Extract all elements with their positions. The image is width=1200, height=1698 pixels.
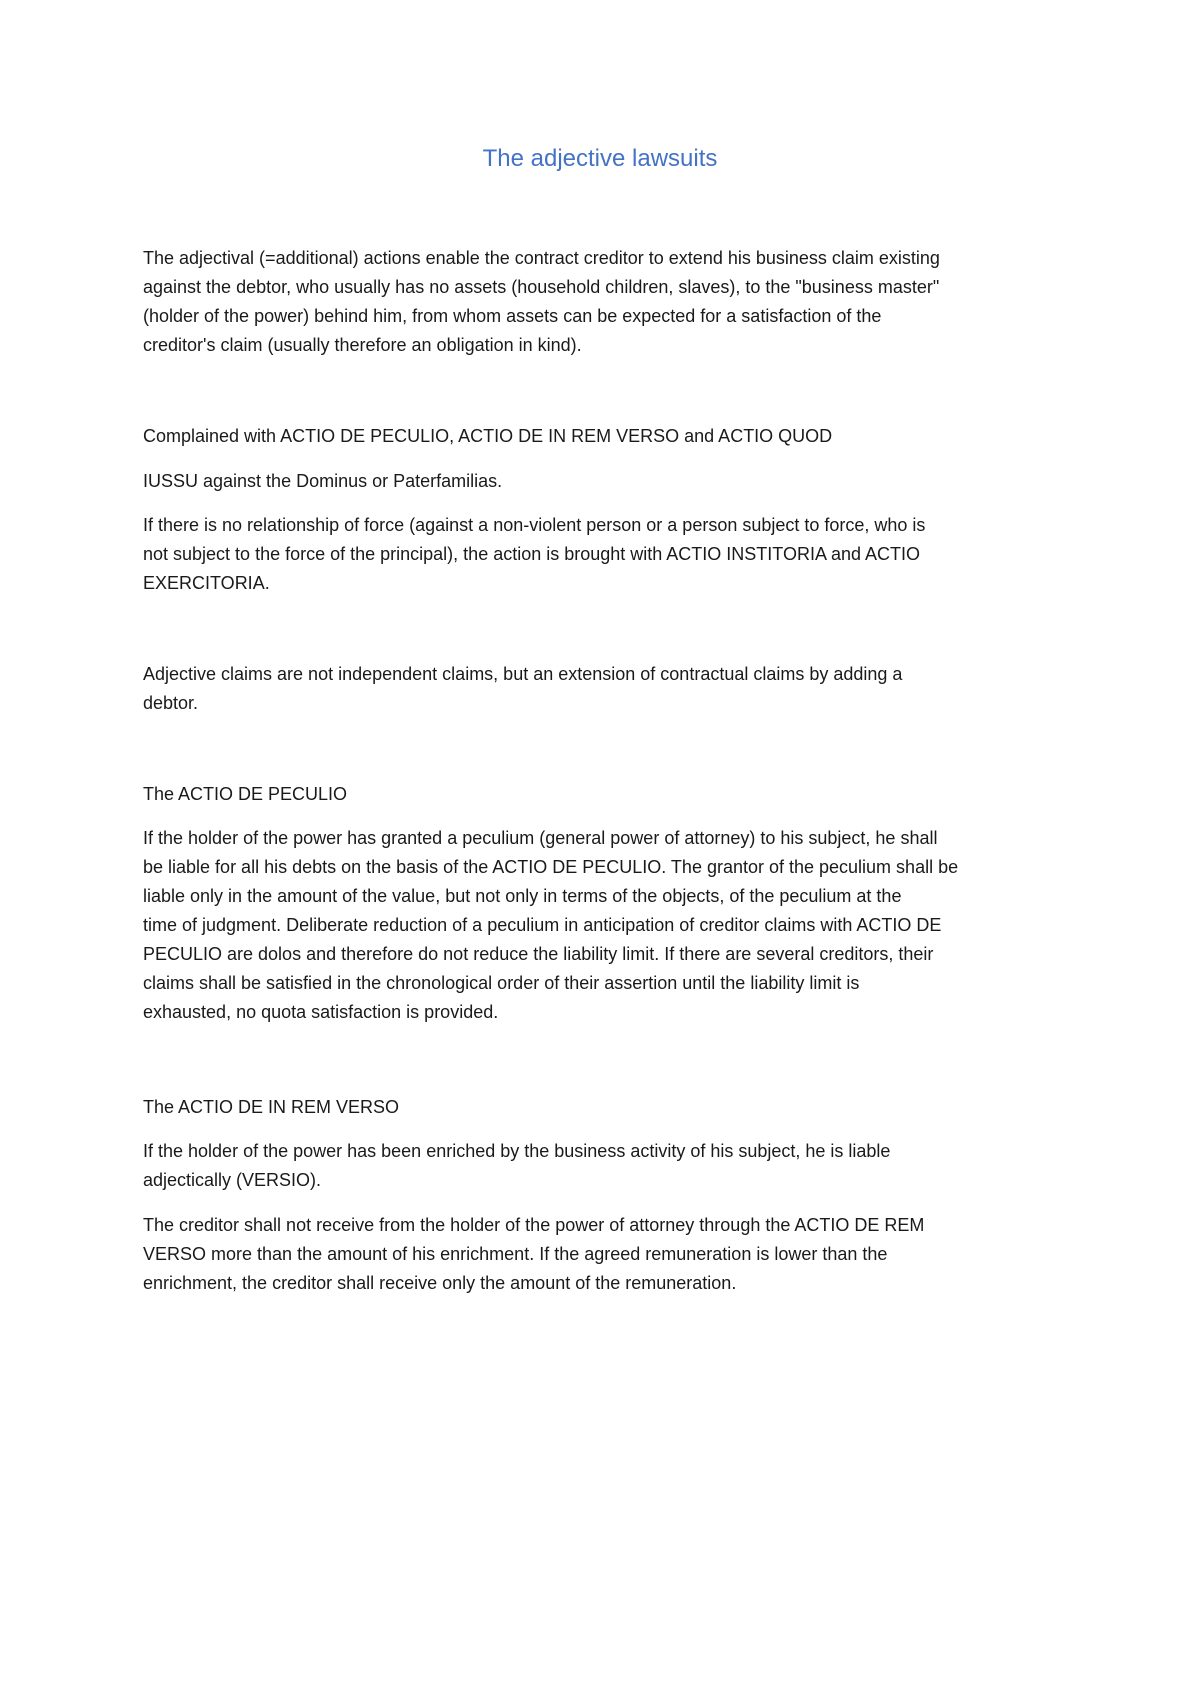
paragraph-no-relationship: If there is no relationship of force (against a non-violent person or a person subject to force, who is not subject to the force of the principal), the action is brought with ACTIO INSTITORIA and ACTIO EXERCITORIA. <box>143 515 926 593</box>
paragraph-complained-with: Complained with ACTIO DE PECULIO, ACTIO DE IN REM VERSO and ACTIO QUOD <box>143 426 833 446</box>
document-title: The adjective lawsuits <box>482 145 718 172</box>
heading-actio-de-in-rem-verso: The ACTIO DE IN REM VERSO <box>143 1097 400 1117</box>
paragraph-intro: The adjectival (=additional) actions enable the contract creditor to extend his business claim existing against the debtor, who usually has no assets (household children, slaves), to the "business master" (holder of the power) behind him, from whom assets can be expected for a satisfaction of the creditor's claim (usually therefore an obligation in kind). <box>143 248 940 355</box>
paragraph-versio: If the holder of the power has been enriched by the business activity of his subject, he is liable adjectically (VERSIO). <box>143 1141 891 1190</box>
paragraph-creditor-enrichment: The creditor shall not receive from the holder of the power of attorney through the ACTIO DE REM VERSO more than the amount of his enrichment. If the agreed remuneration is lower than the enrichment, the creditor shall receive only the amount of the remuneration. <box>143 1215 925 1293</box>
paragraph-iussu: IUSSU against the Dominus or Paterfamilias. <box>143 471 503 491</box>
paragraph-adjective-claims: Adjective claims are not independent claims, but an extension of contractual claims by adding a debtor. <box>143 664 903 713</box>
heading-actio-de-peculio: The ACTIO DE PECULIO <box>143 784 348 804</box>
paragraph-peculio-body: If the holder of the power has granted a peculium (general power of attorney) to his subject, he shall be liable for all his debts on the basis of the ACTIO DE PECULIO. The grantor of the peculium shall be liable only in the amount of the value, but not only in terms of the objects, of the peculium at the time of judgment. Deliberate reduction of a peculium in anticipation of creditor claims with ACTIO DE PECULIO are dolos and therefore do not reduce the liability limit. If there are several creditors, their claims shall be satisfied in the chronological order of their assertion until the liability limit is exhausted, no quota satisfaction is provided. <box>143 828 959 1022</box>
